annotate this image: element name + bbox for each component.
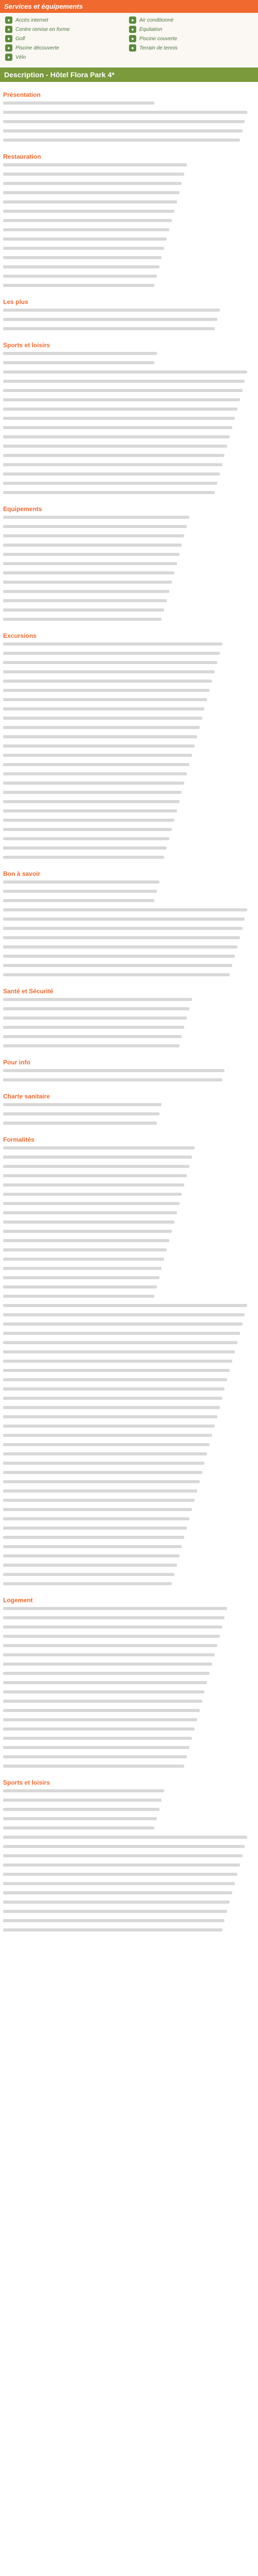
text-line: [3, 754, 255, 761]
text-line: [3, 1183, 255, 1191]
text-line: [3, 1727, 255, 1735]
text-line: [3, 219, 255, 226]
text-line: [3, 1026, 255, 1033]
text-line: [3, 1452, 255, 1460]
text-line: [3, 284, 255, 291]
bike-icon: ●: [5, 54, 12, 61]
text-line: [3, 782, 255, 789]
text-line: [3, 1103, 255, 1110]
service-label: Vélo: [15, 54, 26, 60]
parking-icon: ●: [129, 26, 136, 33]
text-line: [3, 1295, 255, 1302]
text-line: [3, 1230, 255, 1237]
text-line: [3, 265, 255, 273]
text-line: [3, 1709, 255, 1716]
text-line: [3, 945, 255, 953]
text-line: [3, 642, 255, 650]
content: [0, 82, 258, 1936]
text-line: [3, 417, 255, 424]
text-line: [3, 1211, 255, 1218]
text-line: [3, 1112, 255, 1120]
text-line: [3, 1789, 255, 1797]
service-label: Air conditionné: [139, 17, 174, 23]
section-title: Présentation: [3, 91, 41, 98]
text-line: [3, 1462, 255, 1469]
text-line: [3, 1276, 255, 1283]
text-line: [3, 544, 255, 551]
pool-outdoor-icon: ●: [5, 44, 12, 52]
text-line: [3, 1221, 255, 1228]
section-title: Bon à savoir: [3, 870, 41, 877]
hotel-title: Description - Hôtel Flora Park 4*: [0, 67, 258, 82]
text-line: [3, 182, 255, 189]
text-line: [3, 599, 255, 606]
text-line: [3, 1489, 255, 1497]
section: [3, 1059, 255, 1086]
services-header: Services et équipements: [0, 0, 258, 13]
pool-icon: ●: [129, 35, 136, 42]
service-label: Piscine découverte: [15, 45, 59, 51]
text-line: [3, 173, 255, 180]
text-line: [3, 1304, 255, 1311]
text-line: [3, 247, 255, 254]
text-line: [3, 1258, 255, 1265]
text-line: [3, 111, 255, 118]
text-line: [3, 998, 255, 1005]
text-line: [3, 256, 255, 263]
text-line: [3, 1202, 255, 1209]
text-line: [3, 809, 255, 817]
text-line: [3, 370, 255, 378]
text-line: [3, 1690, 255, 1698]
text-line: [3, 482, 255, 489]
text-line: [3, 491, 255, 498]
text-line: [3, 1069, 255, 1076]
fitness-icon: ●: [5, 26, 12, 33]
section: [3, 870, 255, 980]
service-label: Centre remise en forme: [15, 26, 70, 32]
text-line: [3, 571, 255, 579]
text-line: [3, 309, 255, 316]
text-line: [3, 1007, 255, 1014]
text-line: [3, 1480, 255, 1487]
section-title: Logement: [3, 1597, 33, 1604]
section: [3, 1779, 255, 1936]
text-line: [3, 1910, 255, 1917]
text-line: [3, 1746, 255, 1753]
text-line: [3, 200, 255, 208]
text-line: [3, 828, 255, 835]
services-grid: [0, 13, 258, 65]
text-line: [3, 1387, 255, 1395]
text-line: [3, 1267, 255, 1274]
text-line: [3, 608, 255, 616]
text-line: [3, 1527, 255, 1534]
text-line: [3, 1035, 255, 1042]
text-line: [3, 1499, 255, 1506]
section: [3, 91, 255, 146]
text-line: [3, 908, 255, 916]
text-line: [3, 936, 255, 943]
service-item: [129, 53, 253, 61]
text-line: [3, 819, 255, 826]
text-line: [3, 1508, 255, 1515]
text-line: [3, 318, 255, 325]
text-line: [3, 1545, 255, 1552]
text-line: [3, 1341, 255, 1348]
text-line: [3, 1635, 255, 1642]
text-line: [3, 661, 255, 668]
text-line: [3, 1313, 255, 1320]
service-label: Golf: [15, 36, 25, 42]
text-line: [3, 1808, 255, 1815]
service-item: [129, 25, 253, 33]
text-line: [3, 1360, 255, 1367]
text-line: [3, 445, 255, 452]
text-line: [3, 327, 255, 334]
text-line: [3, 890, 255, 897]
text-line: [3, 352, 255, 359]
text-line: [3, 1616, 255, 1623]
section-title: Les plus: [3, 298, 28, 306]
text-line: [3, 1323, 255, 1330]
text-line: [3, 846, 255, 854]
text-line: [3, 1928, 255, 1936]
text-line: [3, 927, 255, 934]
text-line: [3, 398, 255, 405]
text-line: [3, 1836, 255, 1843]
text-line: [3, 1536, 255, 1543]
text-line: [3, 1718, 255, 1725]
section: [3, 342, 255, 498]
service-item: [5, 53, 129, 61]
text-line: [3, 763, 255, 770]
text-line: [3, 1663, 255, 1670]
service-item: [5, 16, 129, 24]
text-line: [3, 1146, 255, 1154]
text-line: [3, 1406, 255, 1413]
text-line: [3, 1016, 255, 1024]
text-line: [3, 1156, 255, 1163]
text-line: [3, 1737, 255, 1744]
text-line: [3, 735, 255, 742]
text-line: [3, 1882, 255, 1889]
text-line: [3, 1554, 255, 1562]
text-line: [3, 101, 255, 109]
text-line: [3, 1625, 255, 1633]
text-line: [3, 1285, 255, 1293]
service-item: [5, 25, 129, 33]
service-item: [5, 44, 129, 52]
text-line: [3, 408, 255, 415]
service-label: Piscine couverte: [139, 36, 178, 42]
section: [3, 1136, 255, 1589]
text-line: [3, 856, 255, 863]
text-line: [3, 1122, 255, 1129]
text-line: [3, 1681, 255, 1688]
service-item: [5, 35, 129, 43]
text-line: [3, 1350, 255, 1358]
text-line: [3, 899, 255, 906]
text-line: [3, 1644, 255, 1651]
text-line: [3, 1672, 255, 1679]
text-line: [3, 1826, 255, 1834]
text-line: [3, 534, 255, 541]
text-line: [3, 670, 255, 677]
section: [3, 505, 255, 625]
service-label: Terrain de tennis: [139, 45, 178, 51]
text-line: [3, 228, 255, 235]
text-line: [3, 1434, 255, 1441]
section: [3, 298, 255, 334]
text-line: [3, 1078, 255, 1086]
wifi-icon: ●: [129, 16, 136, 24]
section-title: Santé et Sécurité: [3, 988, 54, 995]
text-line: [3, 1755, 255, 1762]
text-line: [3, 1165, 255, 1172]
text-line: [3, 1174, 255, 1181]
text-line: [3, 380, 255, 387]
text-line: [3, 238, 255, 245]
wheelchair-icon: ●: [5, 16, 12, 24]
text-line: [3, 1700, 255, 1707]
text-line: [3, 129, 255, 137]
text-line: [3, 1248, 255, 1256]
text-line: [3, 1443, 255, 1450]
section-title: Sports et loisirs: [3, 1779, 50, 1786]
text-line: [3, 139, 255, 146]
service-item: [129, 44, 253, 52]
text-line: [3, 525, 255, 532]
text-line: [3, 698, 255, 705]
service-item: [129, 16, 253, 24]
text-line: [3, 1425, 255, 1432]
text-line: [3, 1332, 255, 1339]
text-line: [3, 1901, 255, 1908]
section-title: Charte sanitaire: [3, 1093, 50, 1100]
text-line: [3, 163, 255, 171]
text-line: [3, 1239, 255, 1246]
text-line: [3, 1873, 255, 1880]
text-line: [3, 1044, 255, 1052]
text-line: [3, 791, 255, 798]
text-line: [3, 1919, 255, 1926]
text-line: [3, 973, 255, 980]
text-line: [3, 553, 255, 560]
text-line: [3, 1765, 255, 1772]
section: [3, 1093, 255, 1129]
text-line: [3, 454, 255, 461]
section: [3, 1597, 255, 1772]
text-line: [3, 581, 255, 588]
text-line: [3, 1817, 255, 1824]
text-line: [3, 689, 255, 696]
text-line: [3, 726, 255, 733]
text-line: [3, 1517, 255, 1524]
text-line: [3, 717, 255, 724]
text-line: [3, 562, 255, 569]
text-line: [3, 1653, 255, 1660]
text-line: [3, 955, 255, 962]
section-title: Equipements: [3, 505, 42, 513]
text-line: [3, 1471, 255, 1478]
section-title: Formalités: [3, 1136, 35, 1143]
text-line: [3, 1193, 255, 1200]
section: [3, 988, 255, 1052]
section-title: Excursions: [3, 632, 37, 639]
text-line: [3, 744, 255, 752]
text-line: [3, 1564, 255, 1571]
text-line: [3, 361, 255, 368]
service-label: Equitation: [139, 26, 163, 32]
text-line: [3, 1415, 255, 1422]
service-item: [129, 35, 253, 43]
text-line: [3, 964, 255, 971]
text-line: [3, 1573, 255, 1580]
service-label: Accès internet: [15, 17, 49, 23]
text-line: [3, 837, 255, 844]
text-line: [3, 918, 255, 925]
text-line: [3, 426, 255, 433]
text-line: [3, 389, 255, 396]
text-line: [3, 1891, 255, 1899]
section-title: Restauration: [3, 153, 41, 160]
text-line: [3, 1863, 255, 1871]
text-line: [3, 1607, 255, 1614]
text-line: [3, 772, 255, 779]
text-line: [3, 618, 255, 625]
text-line: [3, 435, 255, 443]
section: [3, 632, 255, 863]
text-line: [3, 652, 255, 659]
section: [3, 153, 255, 291]
text-line: [3, 472, 255, 480]
text-line: [3, 880, 255, 888]
text-line: [3, 210, 255, 217]
text-line: [3, 275, 255, 282]
text-line: [3, 1582, 255, 1589]
text-line: [3, 120, 255, 127]
text-line: [3, 1397, 255, 1404]
tennis-icon: ●: [129, 44, 136, 52]
section-title: Sports et loisirs: [3, 342, 50, 349]
text-line: [3, 1369, 255, 1376]
text-line: [3, 191, 255, 198]
golf-icon: ●: [5, 35, 12, 42]
text-line: [3, 1799, 255, 1806]
text-line: [3, 800, 255, 807]
text-line: [3, 1845, 255, 1852]
text-line: [3, 463, 255, 470]
section-title: Pour info: [3, 1059, 30, 1066]
text-line: [3, 707, 255, 715]
text-line: [3, 680, 255, 687]
text-line: [3, 516, 255, 523]
text-line: [3, 590, 255, 597]
text-line: [3, 1378, 255, 1385]
text-line: [3, 1854, 255, 1861]
